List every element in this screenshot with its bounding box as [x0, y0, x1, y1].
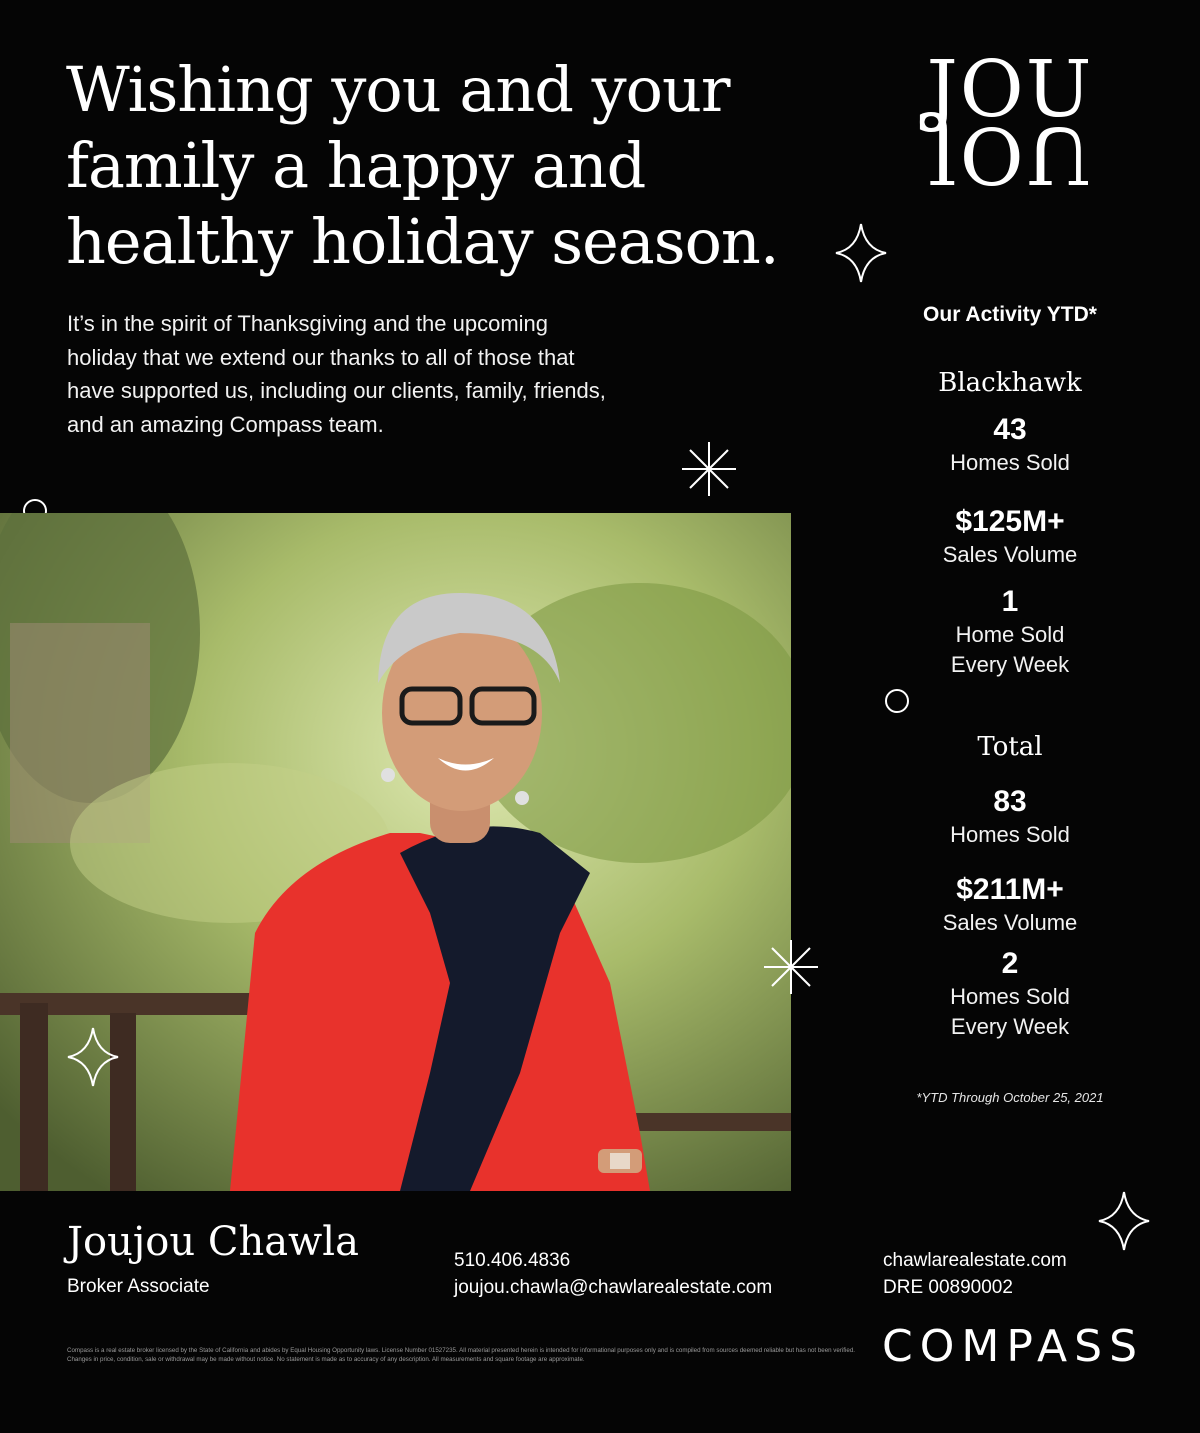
legal-disclaimer: Compass is a real estate broker licensed by the State of California and abides by Equal Housing Opportunity laws. License Number 01527235. All material presented herein is intended for informational purposes only and is compiled from sources deemed reliable but has not been verified. Changes in price, condition, sale or withdrawal may be made without notice. No statement is made as to accuracy of any description. All measurements and square footage are approximate. [67, 1347, 855, 1363]
total-homes-sold: 83 [993, 785, 1027, 818]
sparkle-icon [66, 1026, 120, 1088]
agent-name: Joujou Chawla [67, 1219, 359, 1265]
starburst-icon [680, 440, 738, 498]
agent-title: Broker Associate [67, 1276, 210, 1297]
blackhawk-volume-label: Sales Volume [942, 542, 1078, 567]
total-weekly: 2 [1001, 947, 1019, 980]
blackhawk-volume: $125M+ [955, 505, 1065, 538]
agent-dre: DRE 00890002 [883, 1277, 1013, 1298]
total-volume-label: Sales Volume [942, 910, 1078, 935]
sparkle-icon [834, 222, 888, 284]
activity-stats [870, 300, 1150, 1105]
blackhawk-weekly-label-2: Every Week [950, 652, 1070, 677]
stats-title: Our Activity YTD* [923, 303, 1097, 326]
intro-paragraph: It’s in the spirit of Thanksgiving and the upcoming holiday that we extend our thanks to all of those that have supported us, including our clients, family, friends, and an amazing Compass team. [67, 311, 606, 437]
total-homes-sold-label: Homes Sold [950, 822, 1070, 847]
jou-logo [912, 45, 1108, 199]
blackhawk-weekly: 1 [1001, 585, 1019, 618]
agent-photo [0, 513, 791, 1191]
total-weekly-label-2: Every Week [950, 1014, 1070, 1039]
ytd-footnote: *YTD Through October 25, 2021 [916, 1090, 1104, 1105]
blackhawk-weekly-label-1: Home Sold [955, 622, 1065, 647]
agent-website[interactable]: chawlarealestate.com [883, 1250, 1067, 1271]
total-volume: $211M+ [956, 873, 1064, 906]
headline: Wishing you and your family a happy and healthy holiday season. [66, 53, 779, 278]
total-weekly-label-1: Homes Sold [950, 984, 1070, 1009]
region-blackhawk: Blackhawk [938, 368, 1082, 398]
region-total: Total [977, 732, 1043, 762]
starburst-icon [762, 938, 820, 996]
blackhawk-homes-sold-label: Homes Sold [950, 450, 1070, 475]
agent-phone[interactable]: 510.406.4836 [454, 1250, 571, 1271]
compass-logo: COMPASS [882, 1321, 1144, 1372]
agent-email[interactable]: joujou.chawla@chawlarealestate.com [454, 1277, 773, 1298]
logo-text-bottom: JOU [926, 109, 1094, 199]
logo-text-top: JOU [926, 45, 1094, 135]
sparkle-icon [1097, 1190, 1151, 1252]
blackhawk-homes-sold: 43 [993, 413, 1027, 446]
